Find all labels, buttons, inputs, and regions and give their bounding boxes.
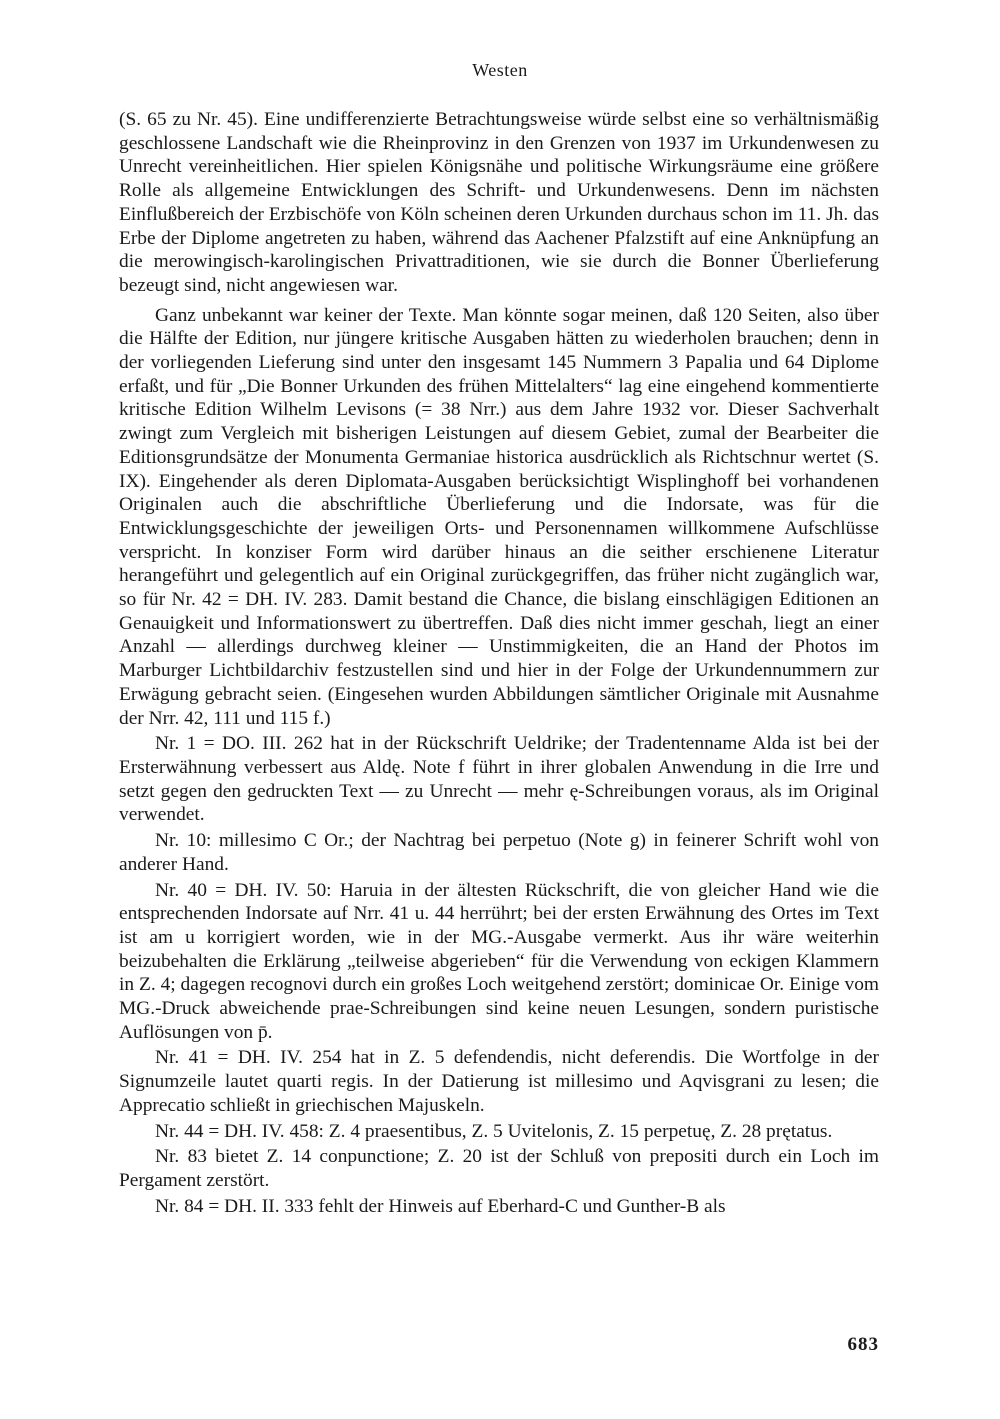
paragraph: Nr. 41 = DH. IV. 254 hat in Z. 5 defendendis, nicht deferendis. Die Wortfolge in der Signumzeile lautet quarti regis. In der Datierung ist millesimo und Aqvisgrani zu lesen; die Apprecatio schließt in griechischen Majuskeln. xyxy=(119,1047,879,1116)
paragraph: Ganz unbekannt war keiner der Texte. Man könnte sogar meinen, daß 120 Seiten, also über die Hälfte der Edition, nur jüngere kritische Ausgaben hätten zu wiederholen brauchen; denn in der vorliegenden Lieferung sind unter den insgesamt 145 Nummern 3 Papalia und 64 Diplome erfaßt, und für „Die Bonner Urkunden des frühen Mittelalters“ lag eine eingehend kommentierte kritische Edition Wilhelm Levisons (= 38 Nrr.) aus dem Jahre 1932 vor. Dieser Sachverhalt zwingt zum Vergleich mit bisherigen Leistungen auf diesem Gebiet, zumal der Bearbeiter die Editionsgrundsätze der Monumenta Germaniae historica ausdrücklich als Richtschnur wertet (S. IX). Eingehender als deren Diplomata-Ausgaben berücksichtigt Wisplinghoff bei vorhandenen Originalen auch die abschriftliche Überlieferung und die Indorsate, was für die Entwicklungsgeschichte der jeweiligen Orts- und Personennamen willkommene Aufschlüsse verspricht. In konziser Form wird darüber hinaus an die seither erschienene Literatur herangeführt und gelegentlich auf ein Original zurückgegriffen, das früher nicht zugänglich war, so für Nr. 42 = DH. IV. 283. Damit bestand die Chance, die bislang einschlägigen Editionen an Genauigkeit und Informationswert zu übertreffen. Daß dies nicht immer geschah, liegt an einer Anzahl — allerdings durchweg kleiner — Unstimmigkeiten, die an Hand der Photos im Marburger Lichtbildarchiv festzustellen sind und hier in der Folge der Urkundennummern zur Erwägung gebracht seien. (Eingesehen wurden Abbildungen sämtlicher Originale mit Ausnahme der Nrr. 42, 111 und 115 f.) xyxy=(119,304,879,729)
running-head: Westen xyxy=(472,60,528,80)
paragraph: Nr. 84 = DH. II. 333 fehlt der Hinweis auf Eberhard-C und Gunther-B als xyxy=(155,1195,726,1217)
paragraph: Nr. 44 = DH. IV. 458: Z. 4 praesentibus, Z. 5 Uvitelonis, Z. 15 perpetuę, Z. 28 prętatus. xyxy=(155,1120,833,1142)
paragraph: Nr. 83 bietet Z. 14 conpunctione; Z. 20 ist der Schluß von prepositi durch ein Loch im Pergament zerstört. xyxy=(119,1146,879,1191)
page-number: 683 xyxy=(847,1334,879,1355)
paragraph: Nr. 10: millesimo C Or.; der Nachtrag bei perpetuo (Note g) in feinerer Schrift wohl von anderer Hand. xyxy=(119,830,879,875)
paragraph: (S. 65 zu Nr. 45). Eine undifferenzierte Betrachtungsweise würde selbst eine so verhältnismäßig geschlossene Landschaft wie die Rheinprovinz in den Grenzen von 1937 im Urkundenwesen zu Unrecht vereinheitlichen. Hier spielen Königsnähe und politische Wirkungsräume eine größere Rolle als allgemeine Entwicklungen des Schrift- und Urkundenwesens. Denn im nächsten Einflußbereich der Erzbischöfe von Köln scheinen deren Urkunden durchaus schon im 11. Jh. das Erbe der Diplome angetreten zu haben, während das Aachener Pfalzstift auf eine Anknüpfung an die merowingisch-karolingischen Privattraditionen, wie sie durch die Bonner Überlieferung bezeugt sind, nicht angewiesen war. xyxy=(119,109,879,296)
paragraph: Nr. 1 = DO. III. 262 hat in der Rückschrift Ueldrike; der Tradentenname Alda ist bei der Ersterwähnung verbessert aus Aldę. Note f führt in ihrer globalen Anwendung in die Irre und setzt gegen den gedruckten Text — zu Unrecht — mehr ę-Schreibungen voraus, als im Original verwendet. xyxy=(119,733,879,826)
body-text xyxy=(119,108,879,1218)
paragraph: Nr. 40 = DH. IV. 50: Haruia in der ältesten Rückschrift, die von gleicher Hand wie die entsprechenden Indorsate auf Nrr. 41 u. 44 herrührt; bei der ersten Erwähnung des Ortes im Text ist am u korrigiert worden, wie in der MG.-Ausgabe vermerkt. Aus ihr wäre weiterhin beizubehalten die Erklärung „teilweise abgerieben“ für die Verwendung von eckigen Klammern in Z. 4; dagegen recognovi durch ein großes Loch weitgehend zerstört; dominicae Or. Einige vom MG.-Druck abweichende prae-Schreibungen sind keine neuen Lesungen, sondern puristische Auflösungen von p̄. xyxy=(119,879,879,1043)
